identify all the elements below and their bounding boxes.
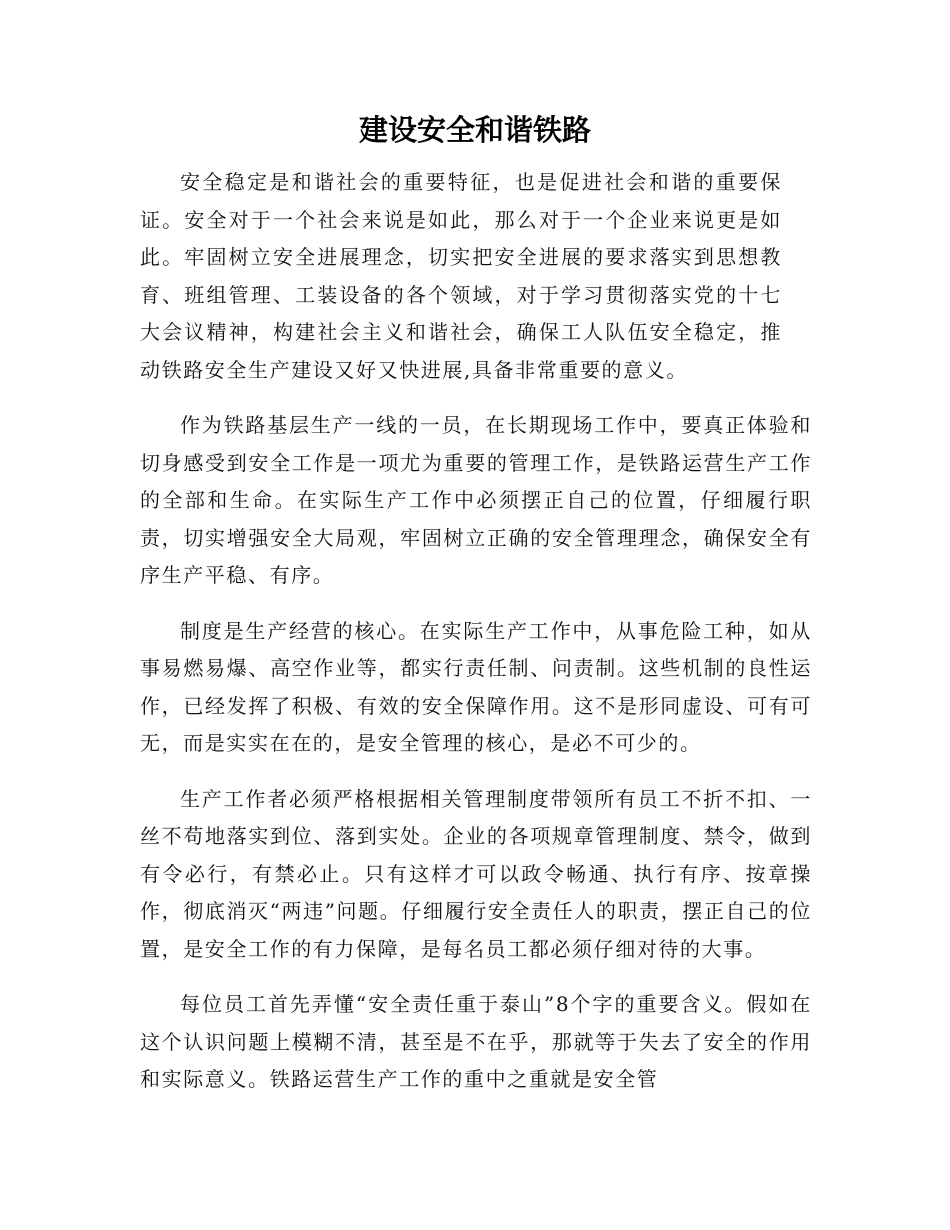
paragraph: 生产工作者必须严格根据相关管理制度带领所有员工不折不扣、一丝不苟地落实到位、落到实处。企业的各项规章管理制度、禁令，做到有令必行，有禁必止。只有这样才可以政令畅通、执行有序、按章操作，彻底消灭“两违”问题。仔细履行安全责任人的职责，摆正自己的位置，是安全工作的有力保障，是每名员工都必须仔细对待的大事。 xyxy=(140,786,812,961)
paragraph: 安全稳定是和谐社会的重要特征，也是促进社会和谐的重要保证。安全对于一个社会来说是如此，那么对于一个企业来说更是如此。牢固树立安全进展理念，切实把安全进展的要求落实到思想教育、班组管理、工装设备的各个领域，对于学习贯彻落实党的十七大会议精神，构建社会主义和谐社会，确保工人队伍安全稳定，推动铁路安全生产建设又好又快进展,具备非常重要的意义。 xyxy=(140,170,782,382)
document-body xyxy=(140,164,812,1117)
paragraph: 作为铁路基层生产一线的一员，在长期现场工作中，要真正体验和切身感受到安全工作是一项尤为重要的管理工作，是铁路运营生产工作的全部和生命。在实际生产工作中必须摆正自己的位置，仔细履行职责，切实增强安全大局观，牢固树立正确的安全管理理念，确保安全有序生产平稳、有序。 xyxy=(140,413,812,587)
paragraph: 每位员工首先弄懂“安全责任重于泰山”8个字的重要含义。假如在这个认识问题上模糊不清，甚至是不在乎，那就等于失去了安全的作用和实际意义。铁路运营生产工作的重中之重就是安全管 xyxy=(140,992,812,1091)
document-title: 建设安全和谐铁路 xyxy=(358,113,591,147)
paragraph: 制度是生产经营的核心。在实际生产工作中，从事危险工种，如从事易燃易爆、高空作业等，都实行责任制、问责制。这些机制的良性运作，已经发挥了积极、有效的安全保障作用。这不是形同虚设、可有可无，而是实实在在的，是安全管理的核心，是必不可少的。 xyxy=(140,618,812,755)
